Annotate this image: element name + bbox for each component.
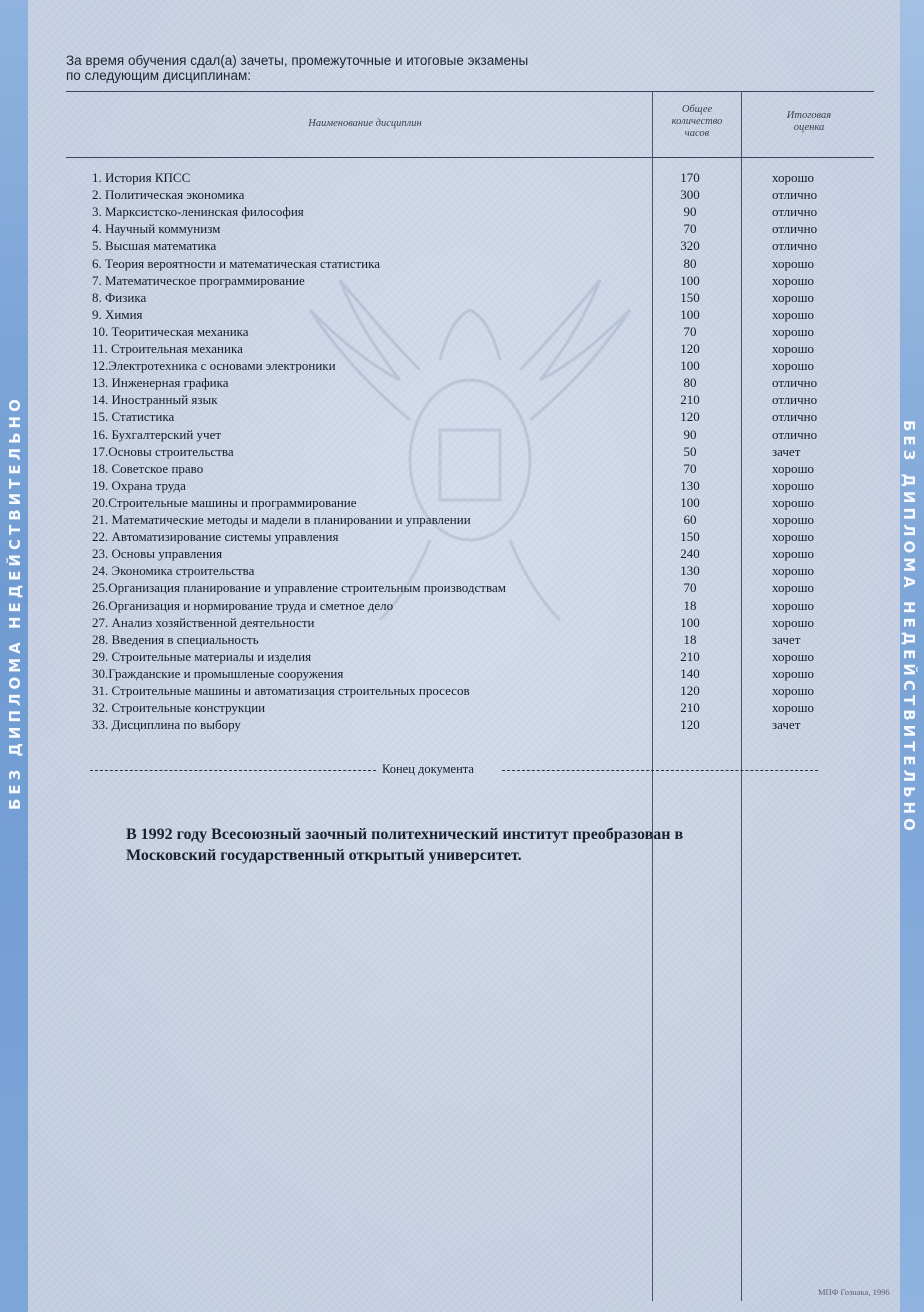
table-row bbox=[0, 563, 924, 580]
discipline-name: 22. Автоматизирование системы управления bbox=[92, 529, 339, 545]
discipline-name: 27. Анализ хозяйственной деятельности bbox=[92, 614, 315, 630]
table-row bbox=[0, 666, 924, 683]
discipline-grade: хорошо bbox=[772, 529, 815, 545]
discipline-hours: 18 bbox=[683, 597, 697, 613]
table-row bbox=[0, 392, 924, 409]
discipline-hours: 70 bbox=[683, 580, 697, 596]
table-top-rule bbox=[66, 91, 874, 92]
discipline-hours: 130 bbox=[680, 563, 700, 579]
discipline-grade: хорошо bbox=[772, 597, 815, 613]
discipline-hours: 90 bbox=[683, 204, 697, 220]
intro-line-1: За время обучения сдал(а) зачеты, промежуточные и итоговые экзамены bbox=[66, 53, 529, 68]
discipline-hours: 240 bbox=[680, 546, 700, 562]
discipline-hours: 130 bbox=[680, 477, 700, 493]
discipline-name: 3. Марксистско-ленинская философия bbox=[92, 204, 304, 220]
table-row bbox=[0, 717, 924, 734]
discipline-name: 21. Математические методы и мадели в планировании и управлении bbox=[92, 512, 471, 527]
end-of-document-label: Конец документа bbox=[382, 762, 474, 776]
discipline-grade: хорошо bbox=[772, 494, 815, 510]
discipline-name: 18. Советское право bbox=[92, 460, 204, 476]
table-row bbox=[0, 427, 924, 444]
discipline-grade: хорошо bbox=[772, 580, 815, 596]
left-stripe-text: БЕЗ ДИПЛОМА НЕДЕЙСТВИТЕЛЬНО bbox=[6, 395, 24, 810]
discipline-grade: хорошо bbox=[772, 272, 815, 288]
right-stripe-text: БЕЗ ДИПЛОМА НЕДЕЙСТВИТЕЛЬНО bbox=[900, 420, 918, 835]
discipline-hours: 100 bbox=[680, 272, 700, 288]
discipline-grade: хорошо bbox=[772, 341, 815, 356]
table-row bbox=[0, 273, 924, 290]
table-row bbox=[0, 546, 924, 563]
discipline-grade: хорошо bbox=[772, 358, 815, 374]
table-row bbox=[0, 700, 924, 717]
discipline-name: 12.Электротехника с основами электроники bbox=[92, 358, 336, 374]
discipline-grade: хорошо bbox=[772, 323, 815, 339]
table-header-rule bbox=[66, 157, 874, 158]
table-row bbox=[0, 683, 924, 700]
table-row bbox=[0, 632, 924, 649]
table-row bbox=[0, 461, 924, 478]
header-total-hours: Общее количество часов bbox=[671, 104, 723, 139]
discipline-hours: 300 bbox=[680, 187, 700, 203]
discipline-grade: хорошо bbox=[772, 477, 815, 493]
discipline-hours: 120 bbox=[680, 717, 700, 733]
discipline-hours: 18 bbox=[683, 631, 697, 647]
table-row bbox=[0, 187, 924, 204]
table-row bbox=[0, 221, 924, 238]
discipline-grade: хорошо bbox=[772, 614, 815, 630]
discipline-grade: отлично bbox=[772, 221, 818, 237]
discipline-name: 4. Научный коммунизм bbox=[92, 221, 221, 237]
discipline-hours: 100 bbox=[680, 358, 700, 374]
discipline-hours: 170 bbox=[680, 170, 700, 185]
table-row bbox=[0, 290, 924, 307]
table-row bbox=[0, 324, 924, 341]
table-row bbox=[0, 409, 924, 426]
table-row bbox=[0, 478, 924, 495]
discipline-name: 14. Иностранный язык bbox=[92, 392, 218, 408]
discipline-name: 33. Дисциплина по выбору bbox=[92, 717, 241, 733]
discipline-grade: хорошо bbox=[772, 255, 815, 271]
table-row bbox=[0, 444, 924, 461]
discipline-name: 10. Теоритическая механика bbox=[92, 323, 249, 339]
discipline-hours: 70 bbox=[683, 323, 697, 339]
discipline-name: 25.Организация планирование и управление строительным производствам bbox=[92, 580, 506, 596]
intro-text bbox=[66, 53, 528, 83]
discipline-hours: 100 bbox=[680, 614, 700, 630]
discipline-grade: отлично bbox=[772, 392, 818, 408]
discipline-hours: 60 bbox=[683, 512, 697, 527]
institution-note bbox=[126, 824, 826, 866]
discipline-grade: хорошо bbox=[772, 289, 815, 305]
discipline-name: 15. Статистика bbox=[92, 409, 175, 425]
discipline-hours: 210 bbox=[680, 700, 700, 716]
discipline-grade: зачет bbox=[772, 443, 801, 459]
discipline-grade: хорошо bbox=[772, 460, 815, 476]
discipline-grade: хорошо bbox=[772, 546, 815, 562]
table-row bbox=[0, 512, 924, 529]
discipline-name: 29. Строительные материалы и изделия bbox=[92, 648, 312, 664]
discipline-name: 7. Математическое программирование bbox=[92, 272, 305, 288]
discipline-hours: 80 bbox=[683, 255, 697, 271]
discipline-name: 24. Экономика строительства bbox=[92, 563, 255, 579]
end-of-document-line bbox=[90, 762, 818, 778]
table-row bbox=[0, 170, 924, 187]
discipline-name: 19. Охрана труда bbox=[92, 477, 186, 493]
discipline-grade: хорошо bbox=[772, 648, 815, 664]
discipline-name: 13. Инженерная графика bbox=[92, 375, 229, 391]
discipline-grade: хорошо bbox=[772, 306, 815, 322]
discipline-name: 30.Гражданские и промышленые сооружения bbox=[92, 665, 344, 681]
discipline-hours: 90 bbox=[683, 426, 697, 442]
discipline-grade: хорошо bbox=[772, 665, 815, 681]
discipline-grade: отлично bbox=[772, 409, 818, 425]
discipline-hours: 100 bbox=[680, 494, 700, 510]
discipline-grade: хорошо bbox=[772, 512, 815, 527]
discipline-hours: 150 bbox=[680, 529, 700, 545]
discipline-grade: зачет bbox=[772, 717, 801, 733]
table-row bbox=[0, 580, 924, 597]
discipline-grade: зачет bbox=[772, 631, 801, 647]
header-discipline-name: Наименование дисциплин bbox=[308, 118, 422, 129]
table-row bbox=[0, 204, 924, 221]
discipline-name: 28. Введения в специальность bbox=[92, 631, 259, 647]
table-row bbox=[0, 375, 924, 392]
discipline-name: 26.Организация и нормирование труда и сметное дело bbox=[92, 597, 394, 613]
discipline-grade: отлично bbox=[772, 426, 818, 442]
discipline-grade: отлично bbox=[772, 204, 818, 220]
intro-line-2: по следующим дисциплинам: bbox=[66, 68, 252, 83]
discipline-name: 9. Химия bbox=[92, 306, 143, 322]
table-row bbox=[0, 495, 924, 512]
discipline-name: 17.Основы строительства bbox=[92, 443, 234, 459]
printer-imprint: МПФ Гознака, 1996 bbox=[818, 1287, 890, 1297]
discipline-name: 1. История КПСС bbox=[92, 170, 191, 185]
discipline-name: 20.Строительные машины и программирование bbox=[92, 494, 357, 510]
discipline-grade: хорошо bbox=[772, 170, 815, 185]
table-row bbox=[0, 358, 924, 375]
discipline-name: 32. Строительные конструкции bbox=[92, 700, 266, 716]
discipline-hours: 70 bbox=[683, 460, 697, 476]
discipline-grade: отлично bbox=[772, 375, 818, 391]
table-row bbox=[0, 307, 924, 324]
table-row bbox=[0, 238, 924, 255]
end-dash-right bbox=[502, 770, 818, 771]
discipline-hours: 140 bbox=[680, 665, 700, 681]
discipline-name: 8. Физика bbox=[92, 289, 147, 305]
discipline-hours: 320 bbox=[680, 238, 700, 254]
discipline-grade: хорошо bbox=[772, 563, 815, 579]
discipline-name: 11. Строительная механика bbox=[92, 341, 243, 356]
table-row bbox=[0, 529, 924, 546]
note-line-2: Московский государственный открытый университет. bbox=[126, 847, 522, 864]
discipline-hours: 210 bbox=[680, 392, 700, 408]
discipline-name: 6. Теория вероятности и математическая статистика bbox=[92, 255, 381, 271]
header-final-grade: Итоговая оценка bbox=[786, 110, 832, 133]
discipline-hours: 100 bbox=[680, 306, 700, 322]
discipline-name: 23. Основы управления bbox=[92, 546, 223, 562]
table-row bbox=[0, 615, 924, 632]
note-line-1: В 1992 году Всесоюзный заочный политехнический институт преобразован в bbox=[126, 826, 684, 843]
discipline-grade: отлично bbox=[772, 238, 818, 254]
discipline-name: 2. Политическая экономика bbox=[92, 187, 245, 203]
table-row bbox=[0, 256, 924, 273]
discipline-grade: отлично bbox=[772, 187, 818, 203]
table-row bbox=[0, 341, 924, 358]
discipline-hours: 120 bbox=[680, 683, 700, 698]
discipline-hours: 120 bbox=[680, 341, 700, 356]
table-row bbox=[0, 649, 924, 666]
discipline-grade: хорошо bbox=[772, 700, 815, 716]
end-dash-left bbox=[90, 770, 376, 771]
discipline-hours: 210 bbox=[680, 648, 700, 664]
discipline-hours: 120 bbox=[680, 409, 700, 425]
discipline-hours: 50 bbox=[683, 443, 697, 459]
discipline-name: 5. Высшая математика bbox=[92, 238, 217, 254]
discipline-hours: 70 bbox=[683, 221, 697, 237]
discipline-grade: хорошо bbox=[772, 683, 815, 698]
table-row bbox=[0, 598, 924, 615]
discipline-name: 16. Бухгалтерский учет bbox=[92, 426, 222, 442]
discipline-hours: 150 bbox=[680, 289, 700, 305]
discipline-hours: 80 bbox=[683, 375, 697, 391]
discipline-name: 31. Строительные машины и автоматизация строительных просесов bbox=[92, 683, 470, 698]
